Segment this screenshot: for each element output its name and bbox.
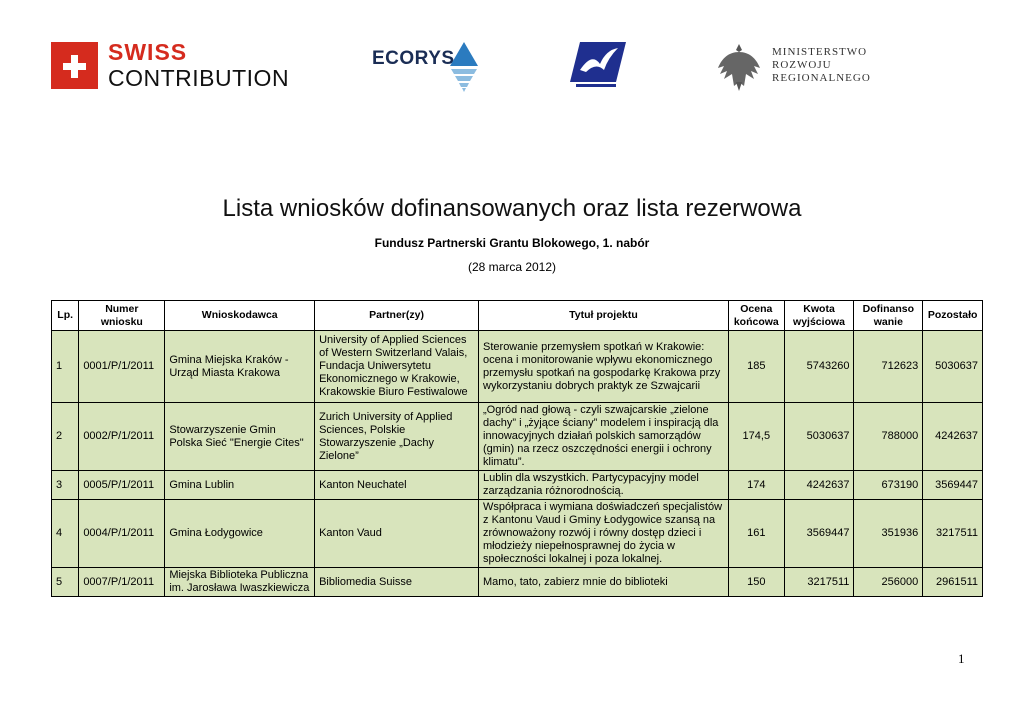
cell-kwota: 5743260	[784, 331, 854, 403]
cell-lp: 4	[52, 500, 79, 568]
table-row	[52, 331, 983, 403]
cell-numer: 0005/P/1/2011	[79, 471, 165, 500]
cell-partner: Bibliomedia Suisse	[315, 568, 479, 597]
cell-pozostalo: 2961511	[923, 568, 983, 597]
cell-pozostalo: 4242637	[923, 403, 983, 471]
ministry-logo-text	[772, 46, 871, 85]
ministry-logo	[716, 42, 871, 97]
header-partnerzy: Partner(zy)	[315, 301, 479, 331]
cell-wnioskodawca: Stowarzyszenie Gmin Polska Sieć "Energie Cites"	[165, 403, 315, 471]
cell-lp: 3	[52, 471, 79, 500]
cell-ocena: 174	[728, 471, 784, 500]
header-pozostalo: Pozostało	[923, 301, 983, 331]
ecorys-logo-text: ECORYS	[372, 48, 455, 69]
table-row	[52, 471, 983, 500]
cell-kwota: 3217511	[784, 568, 854, 597]
header-kwota-wyjsciowa: Kwota wyjściowa	[784, 301, 854, 331]
cell-dofinansowanie: 351936	[854, 500, 923, 568]
cell-pozostalo: 3217511	[923, 500, 983, 568]
bird-emblem-icon	[570, 42, 626, 90]
cell-lp: 2	[52, 403, 79, 471]
cell-wnioskodawca: Gmina Lublin	[165, 471, 315, 500]
cell-numer: 0007/P/1/2011	[79, 568, 165, 597]
cell-lp: 5	[52, 568, 79, 597]
grant-table	[51, 300, 983, 597]
table-header-row	[52, 301, 983, 331]
cell-lp: 1	[52, 331, 79, 403]
header-ocena-koncowa: Ocena końcowa	[728, 301, 784, 331]
cell-numer: 0002/P/1/2011	[79, 403, 165, 471]
cell-dofinansowanie: 712623	[854, 331, 923, 403]
cell-tytul: Sterowanie przemysłem spotkań w Krakowie: ocena i monitorowanie wpływu ekonomicznego przemysłu spotkań na gospodarkę Krakowa przy wykorzystaniu dobrych praktyk ze Szwajcarii	[479, 331, 729, 403]
swiss-logo-text-2: CONTRIBUTION	[108, 65, 290, 91]
cell-numer: 0004/P/1/2011	[79, 500, 165, 568]
header-dofinansowanie: Dofinanso wanie	[854, 301, 923, 331]
cell-tytul: Współpraca i wymiana doświadczeń specjalistów z Kantonu Vaud i Gminy Łodygowice szansą na zrównoważony rozwój i równy dostęp dzieci i młodzieży niepełnosprawnej do życia w społeczności lokalnej i poza lokalnej.	[479, 500, 729, 568]
cell-ocena: 161	[728, 500, 784, 568]
cell-pozostalo: 5030637	[923, 331, 983, 403]
cell-partner: Zurich University of Applied Sciences, Polskie Stowarzyszenie „Dachy Zielone”	[315, 403, 479, 471]
cell-tytul: Lublin dla wszystkich. Partycypacyjny model zarządzania różnorodnością.	[479, 471, 729, 500]
ministry-line-1: MINISTERSTWO	[772, 46, 868, 58]
cell-kwota: 5030637	[784, 403, 854, 471]
document-title: Lista wniosków dofinansowanych oraz lista rezerwowa	[222, 195, 802, 222]
cell-kwota: 3569447	[784, 500, 854, 568]
header-tytul-projektu: Tytuł projektu	[479, 301, 729, 331]
cell-tytul: „Ogród nad głową - czyli szwajcarskie „zielone dachy” i „żyjące ściany” modelem i inspiracją dla innowacyjnych działań polskich samorządów (gmin) na rzecz oszczędności energii i ochrony klimatu”.	[479, 403, 729, 471]
page-number: 1	[958, 651, 965, 666]
header-numer-wniosku: Numer wniosku	[79, 301, 165, 331]
ministry-line-2: ROZWOJU	[772, 59, 832, 71]
polish-eagle-icon	[716, 42, 762, 92]
cell-partner: Kanton Vaud	[315, 500, 479, 568]
document-subtitle: Fundusz Partnerski Grantu Blokowego, 1. nabór	[374, 236, 650, 250]
cell-dofinansowanie: 673190	[854, 471, 923, 500]
table-row	[52, 403, 983, 471]
cell-ocena: 185	[728, 331, 784, 403]
cell-ocena: 150	[728, 568, 784, 597]
header-wnioskodawca: Wnioskodawca	[165, 301, 315, 331]
header-lp: Lp.	[52, 301, 79, 331]
cell-wnioskodawca: Gmina Łodygowice	[165, 500, 315, 568]
table-row	[52, 500, 983, 568]
cell-wnioskodawca: Miejska Biblioteka Publiczna im. Jarosława Iwaszkiewicza	[165, 568, 315, 597]
logo-bar	[0, 0, 1024, 110]
cell-dofinansowanie: 788000	[854, 403, 923, 471]
cell-wnioskodawca: Gmina Miejska Kraków - Urząd Miasta Krakowa	[165, 331, 315, 403]
cell-dofinansowanie: 256000	[854, 568, 923, 597]
ecorys-triangle-icon	[450, 42, 478, 92]
cell-numer: 0001/P/1/2011	[79, 331, 165, 403]
cell-partner: University of Applied Sciences of Western Switzerland Valais, Fundacja Uniwersytetu Ekonomicznego w Krakowie, Krakowskie Biuro Festiwalowe	[315, 331, 479, 403]
zielony-gosciniec-logo	[570, 42, 626, 95]
cell-kwota: 4242637	[784, 471, 854, 500]
ministry-line-3: REGIONALNEGO	[772, 72, 871, 84]
swiss-cross-icon	[51, 42, 98, 89]
cell-tytul: Mamo, tato, zabierz mnie do biblioteki	[479, 568, 729, 597]
document-date: (28 marca 2012)	[467, 260, 557, 274]
cell-ocena: 174,5	[728, 403, 784, 471]
table-row	[52, 568, 983, 597]
swiss-logo-text-1: SWISS	[108, 39, 188, 65]
cell-pozostalo: 3569447	[923, 471, 983, 500]
cell-partner: Kanton Neuchatel	[315, 471, 479, 500]
